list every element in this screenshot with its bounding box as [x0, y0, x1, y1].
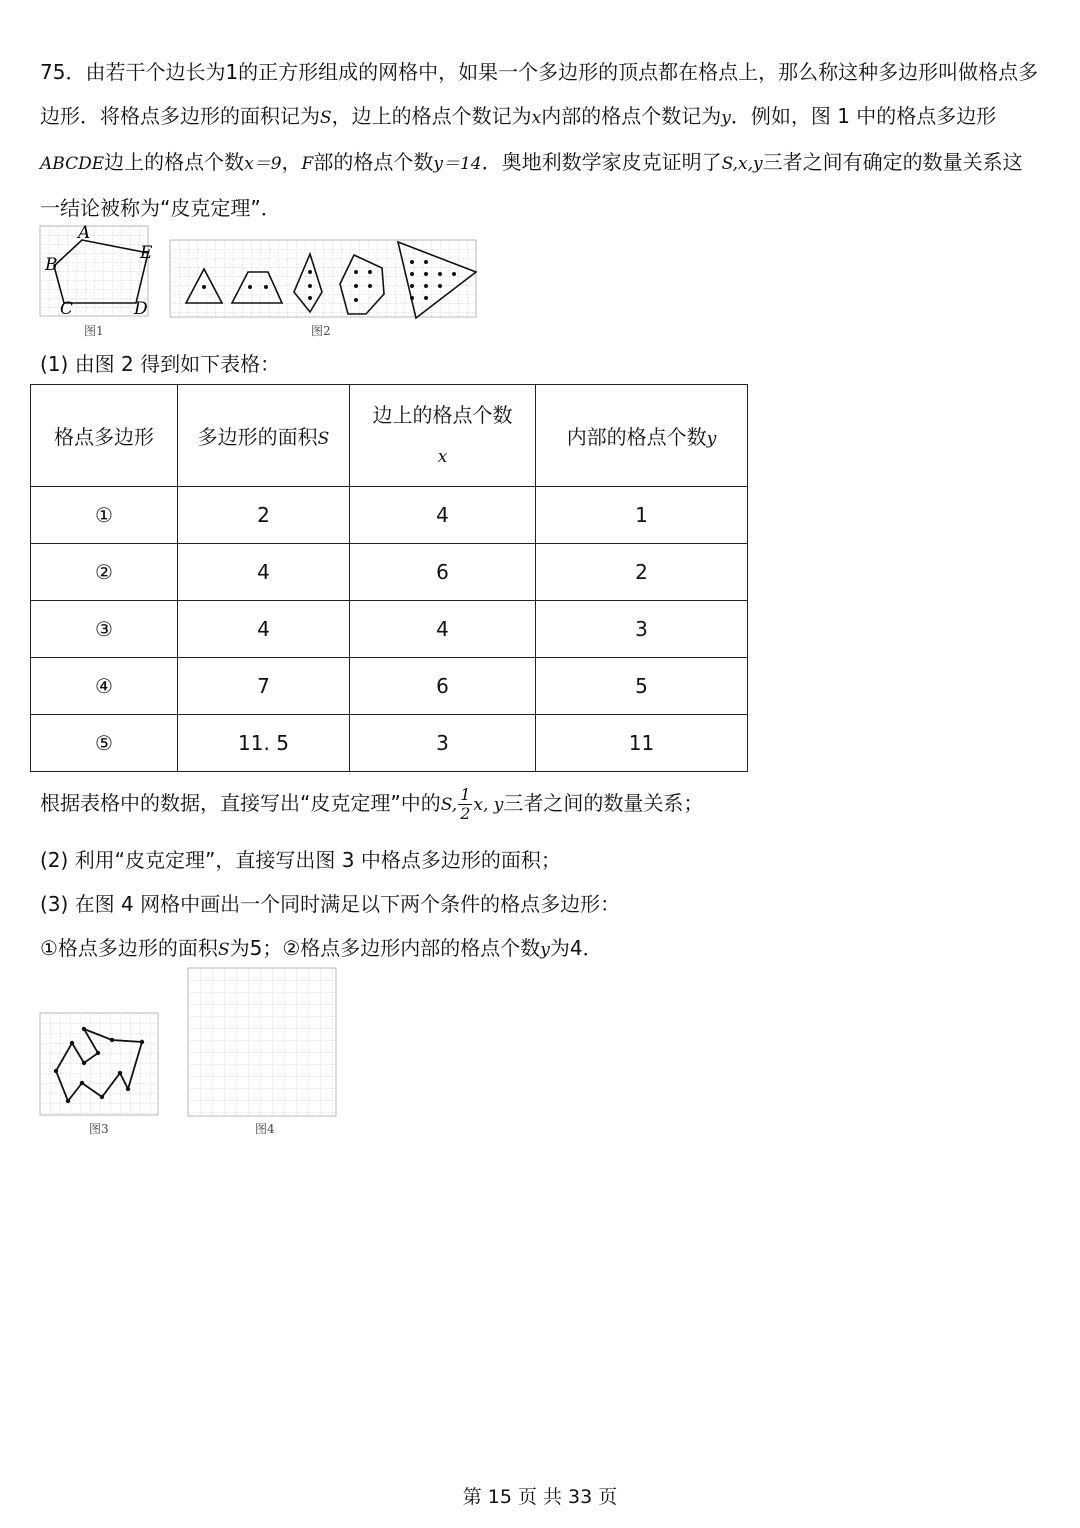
- problem-number: 75．: [40, 60, 86, 84]
- figure-3: [40, 1013, 160, 1117]
- vertex-dot: [66, 1099, 70, 1103]
- grid-4: [188, 968, 336, 1116]
- vertex-dot: [70, 1041, 74, 1045]
- interior-dot: [202, 285, 206, 289]
- vertex-dot: [100, 1095, 104, 1099]
- label-e: E: [140, 243, 153, 263]
- figure-4: [188, 968, 338, 1118]
- vertex-dot: [82, 1027, 86, 1031]
- interior-dot: [368, 284, 372, 288]
- grid-3: [40, 1013, 158, 1115]
- interior-dot: [452, 272, 456, 276]
- interior-dot: [264, 285, 268, 289]
- interior-dot: [308, 270, 312, 274]
- header-area: 多边形的面积S: [178, 385, 350, 487]
- interior-dot: [368, 270, 372, 274]
- question-3-conditions: ①格点多边形的面积S为5；②格点多边形内部的格点个数y为4．: [40, 936, 603, 960]
- label-a: A: [78, 223, 91, 243]
- interior-dot: [410, 272, 414, 276]
- vertex-dot: [126, 1087, 130, 1091]
- vertex-dot: [82, 1061, 86, 1065]
- figure-3-caption: 图3: [89, 1122, 109, 1136]
- figure-1-caption: 图1: [84, 324, 104, 338]
- header-edge: 边上的格点个数 x: [350, 385, 536, 487]
- vertex-dot: [118, 1071, 122, 1075]
- interior-dot: [438, 284, 442, 288]
- interior-dot: [248, 285, 252, 289]
- question-3: (3) 在图 4 网格中画出一个同时满足以下两个条件的格点多边形：: [40, 892, 621, 916]
- table-row: ⑤ 11. 5 3 11: [31, 715, 748, 772]
- vertex-dot: [96, 1051, 100, 1055]
- interior-dot: [308, 284, 312, 288]
- figure-4-caption: 图4: [255, 1122, 275, 1136]
- fraction-half: $\frac{1}{2}$: [460, 785, 471, 823]
- figure-2-caption: 图2: [311, 324, 331, 338]
- interior-dot: [424, 272, 428, 276]
- interior-dot: [424, 260, 428, 264]
- problem-statement: 75．由若干个边长为1的正方形组成的网格中，如果一个多边形的顶点都在格点上，那么称这种多边形叫做格点多边形．将格点多边形的面积记为S，边上的格点个数记为x内部的格点个数记为y．例如，图 1 中的格点多边形ABCDE边上的格点个数x＝9，F部的格点个数y＝14．奥地利数学家皮克证明了S,x,y三者之间有确定的数量关系这一结论被称为“皮克定理”．: [40, 60, 1039, 220]
- table-row: ③ 4 4 3: [31, 601, 748, 658]
- label-c: C: [60, 299, 74, 319]
- interior-dot: [354, 270, 358, 274]
- interior-dot: [424, 296, 428, 300]
- interior-dot: [308, 296, 312, 300]
- interior-dot: [410, 296, 414, 300]
- question-1: 根据表格中的数据，直接写出“皮克定理”中的S, $\frac{1}{2}$ x, y三者之间的数量关系；: [40, 785, 704, 823]
- interior-dot: [410, 260, 414, 264]
- page-footer: 第 15 页 共 33 页: [462, 1486, 618, 1508]
- question-2: (2) 利用“皮克定理”，直接写出图 3 中格点多边形的面积；: [40, 848, 561, 872]
- label-d: D: [134, 299, 148, 319]
- table-row: ① 2 4 1: [31, 487, 748, 544]
- vertex-dot: [140, 1040, 144, 1044]
- figure-1: [40, 223, 153, 319]
- interior-dot: [424, 284, 428, 288]
- interior-dot: [354, 284, 358, 288]
- label-b: B: [45, 255, 58, 275]
- header-inner: 内部的格点个数y: [536, 385, 748, 487]
- part-1-intro: (1) 由图 2 得到如下表格：: [40, 352, 281, 376]
- vertex-dot: [80, 1081, 84, 1085]
- interior-dot: [354, 298, 358, 302]
- header-polygon: 格点多边形: [31, 385, 178, 487]
- data-table: [30, 384, 748, 772]
- table-header-row: [31, 385, 748, 487]
- interior-dot: [410, 284, 414, 288]
- vertex-dot: [110, 1038, 114, 1042]
- grid-2: [170, 240, 476, 317]
- table-row: ④ 7 6 5: [31, 658, 748, 715]
- table-row: ② 4 6 2: [31, 544, 748, 601]
- figure-2: [170, 240, 478, 320]
- interior-dot: [438, 272, 442, 276]
- vertex-dot: [54, 1069, 58, 1073]
